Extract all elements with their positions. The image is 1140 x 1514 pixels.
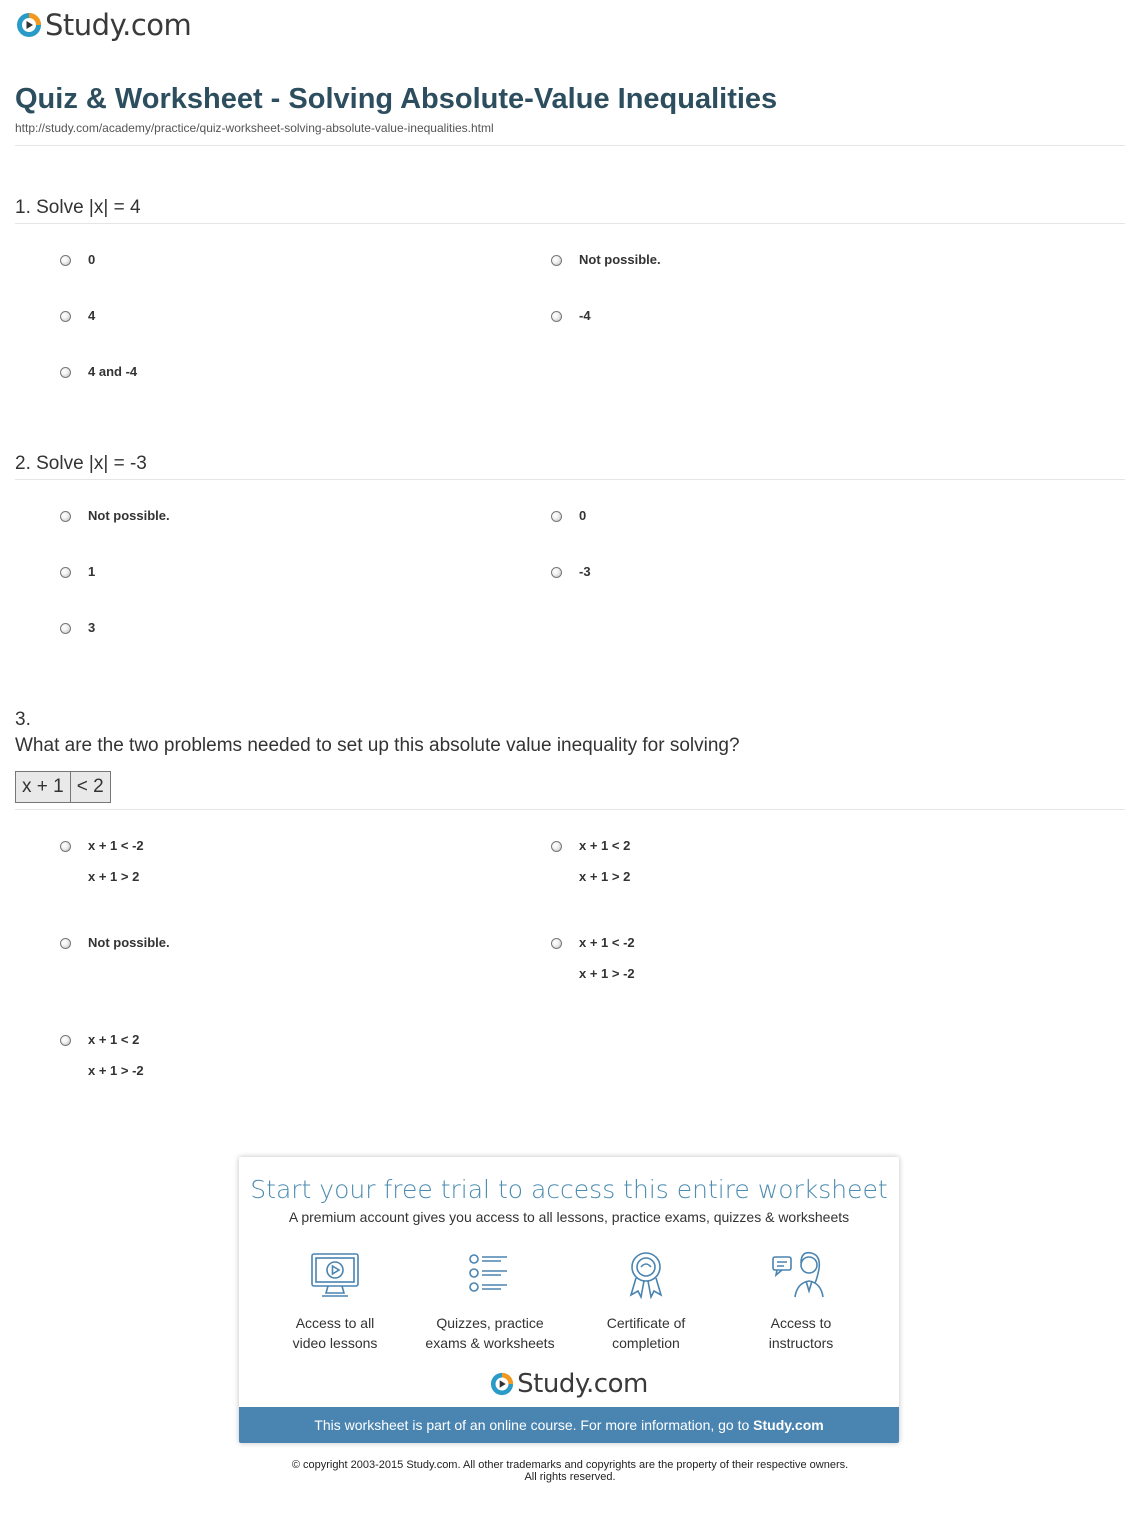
radio-button[interactable] (60, 255, 71, 266)
answer-label (579, 839, 630, 884)
radio-button[interactable] (551, 938, 562, 949)
video-lesson-icon (310, 1251, 360, 1299)
promo-subheading: A premium account gives you access to all lessons, practice exams, quizzes & worksheets (288, 1209, 850, 1225)
radio-button[interactable] (60, 841, 71, 852)
feature-label: Quizzes, practice exams & worksheets (425, 1315, 555, 1351)
study-link[interactable]: Study.com (753, 1417, 824, 1433)
radio-button[interactable] (60, 511, 71, 522)
answer-option[interactable] (60, 936, 170, 950)
answer-option[interactable] (551, 309, 591, 323)
radio-button[interactable] (551, 841, 562, 852)
free-trial-promo (239, 1157, 899, 1443)
answer-line: x + 1 > -2 (88, 1063, 144, 1078)
answer-option[interactable] (551, 839, 630, 884)
question-2-title: 2. Solve |x| = -3 (15, 453, 147, 474)
question-3-prompt: What are the two problems needed to set up this absolute value inequality for solving? (15, 735, 740, 756)
radio-button[interactable] (551, 567, 562, 578)
answer-option[interactable] (60, 309, 95, 323)
study-logo-mark-icon (490, 1372, 514, 1396)
answer-label: -3 (579, 564, 591, 579)
answer-label: 3 (88, 620, 96, 635)
answer-line: x + 1 > -2 (579, 966, 635, 981)
question-3-number: 3. (15, 709, 31, 730)
answer-option[interactable] (60, 1033, 144, 1078)
promo-study-logo[interactable] (239, 1369, 899, 1399)
quiz-list-icon (465, 1251, 515, 1299)
divider (15, 223, 1125, 224)
feature-label: Access to all video lessons (292, 1315, 378, 1351)
copyright (0, 1459, 1140, 1483)
answer-option[interactable] (551, 253, 661, 267)
answer-line: x + 1 < -2 (579, 935, 635, 950)
promo-heading: Start your free trial to access this entire worksheet (250, 1175, 888, 1204)
answer-label: Not possible. (579, 252, 661, 267)
radio-button[interactable] (60, 311, 71, 322)
question-1-title: 1. Solve |x| = 4 (15, 197, 141, 218)
feature-label: Access to instructors (768, 1315, 834, 1351)
radio-button[interactable] (60, 938, 71, 949)
answer-label (88, 839, 144, 884)
study-logo[interactable] (16, 8, 191, 42)
answer-option[interactable] (60, 509, 170, 523)
feature-label: Certificate of completion (606, 1315, 686, 1351)
answer-line: x + 1 > 2 (579, 869, 631, 884)
answer-line: x + 1 > 2 (88, 869, 140, 884)
answer-option[interactable] (60, 253, 95, 267)
certificate-icon (621, 1251, 671, 1299)
answer-option[interactable] (60, 365, 137, 379)
answer-option[interactable] (551, 509, 586, 523)
answer-label: 4 and -4 (88, 364, 138, 379)
answer-label (88, 936, 170, 950)
copyright-line: All rights reserved. (524, 1471, 616, 1483)
divider (15, 479, 1125, 480)
expression-left: x + 1 (22, 776, 64, 797)
answer-option[interactable] (551, 565, 591, 579)
answer-option[interactable] (60, 621, 95, 635)
expression-right: < 2 (70, 772, 110, 802)
feature-video-lessons (260, 1251, 410, 1353)
logo-text: Study.com (517, 1369, 648, 1399)
answer-label: 0 (88, 252, 96, 267)
inequality-expression (15, 771, 111, 803)
radio-button[interactable] (551, 311, 562, 322)
promo-info-bar (239, 1407, 899, 1443)
radio-button[interactable] (60, 623, 71, 634)
radio-button[interactable] (551, 255, 562, 266)
divider (15, 145, 1125, 146)
radio-button[interactable] (60, 567, 71, 578)
radio-button[interactable] (551, 511, 562, 522)
page-url: http://study.com/academy/practice/quiz-worksheet-solving-absolute-value-inequalities.html (15, 121, 494, 135)
answer-option[interactable] (551, 936, 635, 981)
copyright-line: © copyright 2003-2015 Study.com. All other trademarks and copyrights are the property of their respective owners. (291, 1459, 849, 1471)
answer-label: 4 (88, 308, 96, 323)
divider (15, 809, 1125, 810)
answer-label: 0 (579, 508, 587, 523)
answer-option[interactable] (60, 839, 144, 884)
instructor-icon (771, 1251, 831, 1299)
feature-instructors (726, 1251, 876, 1353)
answer-line: x + 1 < 2 (88, 1032, 140, 1047)
study-logo-mark-icon (16, 12, 42, 38)
answer-label (579, 936, 635, 981)
answer-line: x + 1 < 2 (579, 838, 631, 853)
answer-label: Not possible. (88, 508, 170, 523)
answer-label (88, 1033, 144, 1078)
promo-bar-text: This worksheet is part of an online course. For more information, go to (314, 1417, 754, 1433)
feature-certificate (571, 1251, 721, 1353)
logo-text: Study.com (45, 8, 192, 42)
answer-line: Not possible. (88, 935, 170, 950)
answer-label: 1 (88, 564, 96, 579)
radio-button[interactable] (60, 367, 71, 378)
answer-label: -4 (579, 308, 591, 323)
feature-quizzes (415, 1251, 565, 1353)
radio-button[interactable] (60, 1035, 71, 1046)
page-title: Quiz & Worksheet - Solving Absolute-Value Inequalities (15, 83, 778, 115)
answer-option[interactable] (60, 565, 95, 579)
answer-line: x + 1 < -2 (88, 838, 144, 853)
